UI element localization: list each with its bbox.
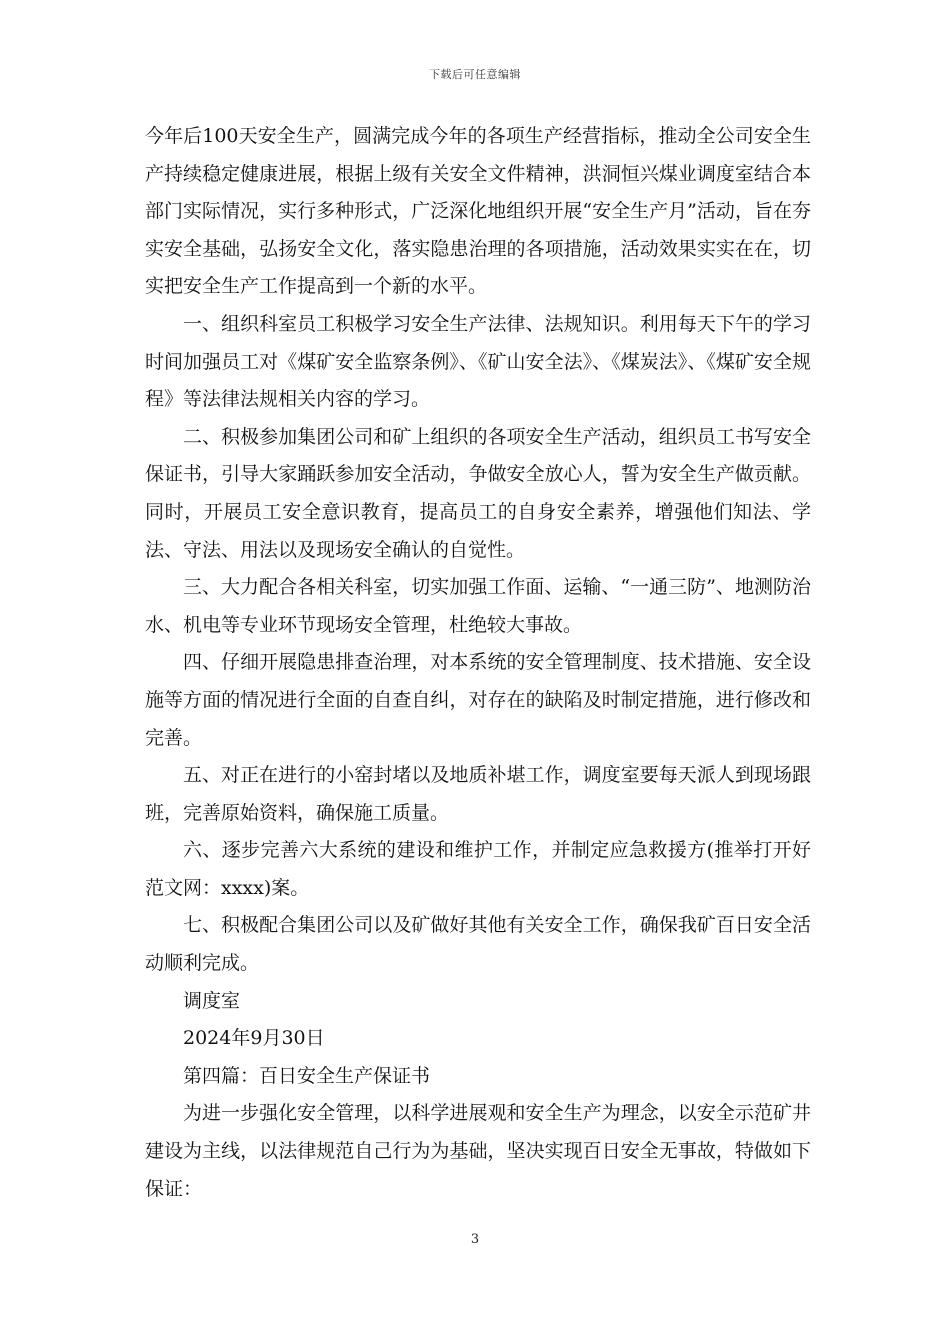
paragraph-intro: 今年后100天安全生产，圆满完成今年的各项生产经营指标，推动全公司安全生产持续稳定健康进展，根据上级有关安全文件精神，洪洞恒兴煤业调度室结合本部门实际情况，实行多种形式，广泛深化地组织开展“安全生产月”活动，旨在夯实安全基础，弘扬安全文化，落实隐患治理的各项措施，活动效果实实在在，切实把安全生产工作提高到一个新的水平。 [145,125,811,298]
signature-department: 调度室 [183,989,241,1012]
paragraph-item-1: 一、组织科室员工积极学习安全生产法律、法规知识。利用每天下午的学习时间加强员工对《煤矿安全监察条例》、《矿山安全法》、《煤炭法》、《煤矿安全规程》等法律法规相关内容的学习。 [145,312,811,411]
signature-date: 2024年9月30日 [183,1027,325,1050]
paragraph-item-6: 六、逐步完善六大系统的建设和维护工作，并制定应急救援方(推举打开好范文网：xxxx)案。 [145,839,811,899]
page-header: 下载后可任意编辑 [429,68,521,81]
paragraph-item-3: 三、大力配合各相关科室，切实加强工作面、运输、“一通三防”、地测防治水、机电等专业环节现场安全管理，杜绝较大事故。 [145,576,811,636]
section-title: 第四篇：百日安全生产保证书 [183,1064,431,1087]
page-number: 3 [470,1232,480,1247]
paragraph-item-2: 二、积极参加集团公司和矿上组织的各项安全生产活动，组织员工书写安全保证书，引导大家踊跃参加安全活动，争做安全放心人，誓为安全生产做贡献。同时，开展员工安全意识教育，提高员工的自身安全素养，增强他们知法、学法、守法、用法以及现场安全确认的自觉性。 [145,425,811,561]
paragraph-item-4: 四、仔细开展隐患排查治理，对本系统的安全管理制度、技术措施、安全设施等方面的情况进行全面的自查自纠，对存在的缺陷及时制定措施，进行修改和完善。 [145,651,811,749]
document-body [145,118,811,1208]
paragraph-item-7: 七、积极配合集团公司以及矿做好其他有关安全工作，确保我矿百日安全活动顺利完成。 [145,914,811,975]
paragraph-item-5: 五、对正在进行的小窑封堵以及地质补堪工作，调度室要每天派人到现场跟班，完善原始资料，确保施工质量。 [145,764,811,824]
paragraph-closing: 为进一步强化安全管理，以科学进展观和安全生产为理念，以安全示范矿井建设为主线，以法律规范自己行为为基础，坚决实现百日安全无事故，特做如下保证： [145,1102,811,1200]
